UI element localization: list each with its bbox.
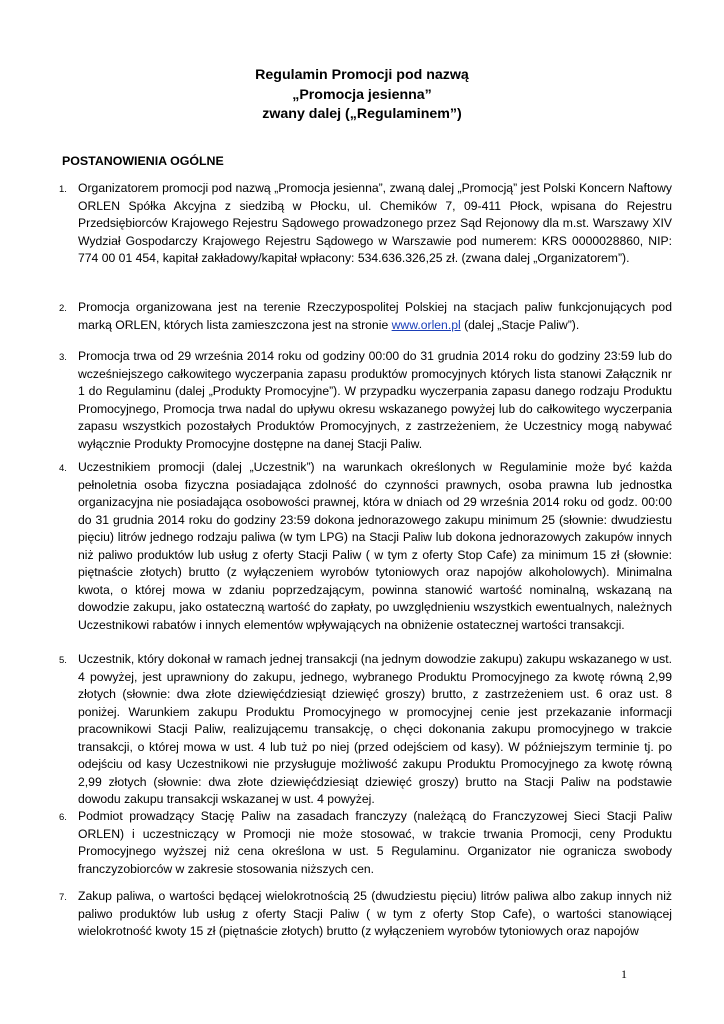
paragraph-text: Promocja trwa od 29 września 2014 roku od godziny 00:00 do 31 grudnia 2014 roku do godziny 23:59 lub do wcześniejszego całkowitego wyczerpania zapasu produktów promocyjnych których lista stanowi Załącznik nr 1 do Regulaminu (dalej „Produkty Promocyjne”). W przypadku wyczerpania zapasu danego rodzaju Produktu Promocyjnego, Promocja trwa nadal do upływu okresu wskazanego powyżej lub do całkowitego wyczerpania zapasu wszystkich pozostałych Produktów Promocyjnych, z zastrzeżeniem, że Uczestnicy mogą nabywać wyłącznie Produkty Promocyjne dostępne na danej Stacji Paliw. <box>78 349 672 451</box>
paragraph-text: Organizatorem promocji pod nazwą „Promocja jesienna”, zwaną dalej „Promocją” jest Polski Koncern Naftowy ORLEN Spółka Akcyjna z siedzibą w Płocku, ul. Chemików 7, 09-411 Płock, wpisana do Rejestru Przedsiębiorców Krajowego Rejestru Sądowego prowadzonego przez Sąd Rejonowy dla m.st. Warszawy XIV Wydział Gospodarczy Krajowego Rejestru Sądowego w Warszawie pod numerem: KRS 0000028860, NIP: 774 00 01 454, kapitał zakładowy/kapitał wpłacony: 534.636.326,25 zł. (zwana dalej „Organizatorem”). <box>78 181 672 265</box>
paragraph-text: Uczestnikiem promocji (dalej „Uczestnik”) na warunkach określonych w Regulaminie może być każda pełnoletnia osoba fizyczna posiadająca zdolność do czynności prawnych, osoba prawna lub jednostka organizacyjna nie posiadająca osobowości prawnej, która w dniach od 29 września 2014 roku od godz. 00:00 do 31 grudnia 2014 roku do godziny 23:59 dokona jednorazowego zakupu minimum 25 (słownie: dwudziestu pięciu) litrów jednego rodzaju paliwa (w tym LPG) na Stacji Paliw lub dokona jednorazowych zakupów innych niż paliwo produktów lub usług z oferty Stacji Paliw ( w tym z oferty Stop Cafe) za minimum 15 zł (słownie: piętnaście złotych) brutto (z wyłączeniem wyrobów tytoniowych oraz napojów alkoholowych). Minimalna kwota, o której mowa w zdaniu poprzedzającym, powinna stanowić wartość nominalną, wskazaną na dowodzie zakupu, jako ostateczną wartość do zapłaty, po uwzględnieniu wszystkich ewentualnych, należnych Uczestnikowi rabatów i innych elementów wpływających na obniżenie ostatecznej wartości transakcji. <box>78 460 672 632</box>
title-line-2: „Promocja jesienna” <box>292 86 432 103</box>
title-line-3: zwany dalej („Regulaminem”) <box>262 106 462 122</box>
paragraph-6 <box>59 808 672 878</box>
paragraph-1 <box>59 180 672 268</box>
paragraph-number: 1. <box>59 184 67 195</box>
section-heading: POSTANOWIENIA OGÓLNE <box>62 154 224 168</box>
document-title <box>0 66 724 125</box>
paragraph-3 <box>59 348 672 453</box>
page-number: 1 <box>621 967 627 981</box>
paragraph-4 <box>59 459 672 634</box>
paragraph-number: 7. <box>59 892 67 903</box>
paragraph-7 <box>59 888 672 941</box>
paragraph-text-after-link: (dalej „Stacje Paliw”). <box>460 317 580 332</box>
paragraph-text-before-link: Promocja organizowana jest na terenie Rzeczypospolitej Polskiej na stacjach paliw funkcjonujących pod marką ORLEN, których lista zamieszczona jest na stronie <box>78 300 672 332</box>
paragraph-number: 6. <box>59 812 67 823</box>
paragraph-number: 3. <box>59 352 67 363</box>
title-line-1: Regulamin Promocji pod nazwą <box>255 67 469 83</box>
paragraph-number: 4. <box>59 463 67 474</box>
paragraph-number: 2. <box>59 303 67 314</box>
paragraph-2 <box>59 299 672 334</box>
paragraph-number: 5. <box>59 655 67 666</box>
paragraph-5 <box>59 651 672 809</box>
paragraph-text: Zakup paliwa, o wartości będącej wielokrotnością 25 (dwudziestu pięciu) litrów paliwa albo zakup innych niż paliwo produktów lub usług z oferty Stacji Paliw ( w tym z oferty Stop Cafe), o wartości stanowiącej wielokrotność kwoty 15 zł (piętnaście złotych) brutto (z wyłączeniem wyrobów tytoniowych oraz napojów <box>78 889 672 938</box>
paragraph-text: Uczestnik, który dokonał w ramach jednej transakcji (na jednym dowodzie zakupu) zakupu wskazanego w ust. 4 powyżej, jest uprawniony do zakupu, jednego, wybranego Produktu Promocyjnego za kwotę równą 2,99 złotych (słownie: dwa złote dziewięćdziesiąt dziewięć groszy) brutto, z zastrzeżeniem ust. 6 oraz ust. 8 poniżej. Warunkiem zakupu Produktu Promocyjnego w promocyjnej cenie jest przekazanie informacji pracownikowi Stacji Paliw, realizującemu transakcję, o chęci dokonania zakupu promocyjnego w trakcie transakcji, o której mowa w ust. 4 lub tuż po niej (przed odejściem od kasy). W późniejszym terminie tj. po odejściu od kasy Uczestnikowi nie przysługuje możliwość zakupu Produktu Promocyjnego za kwotę równą 2,99 złotych (słownie: dwa złote dziewięćdziesiąt dziewięć groszy) brutto na Stacji Paliw na podstawie dowodu zakupu transakcji wskazanej w ust. 4 powyżej. <box>78 652 672 806</box>
paragraph-text: Podmiot prowadzący Stację Paliw na zasadach franczyzy (należącą do Franczyzowej Sieci Stacji Paliw ORLEN) i uczestniczący w Promocji nie może stosować, w trakcie trwania Promocji, ceny Produktu Promocyjnego wyższej niż cena określona w ust. 5 Regulaminu. Organizator nie ogranicza swobody franczyzobiorców w zakresie stosowania niższych cen. <box>78 809 672 876</box>
orlen-website-link[interactable]: www.orlen.pl <box>391 317 461 332</box>
